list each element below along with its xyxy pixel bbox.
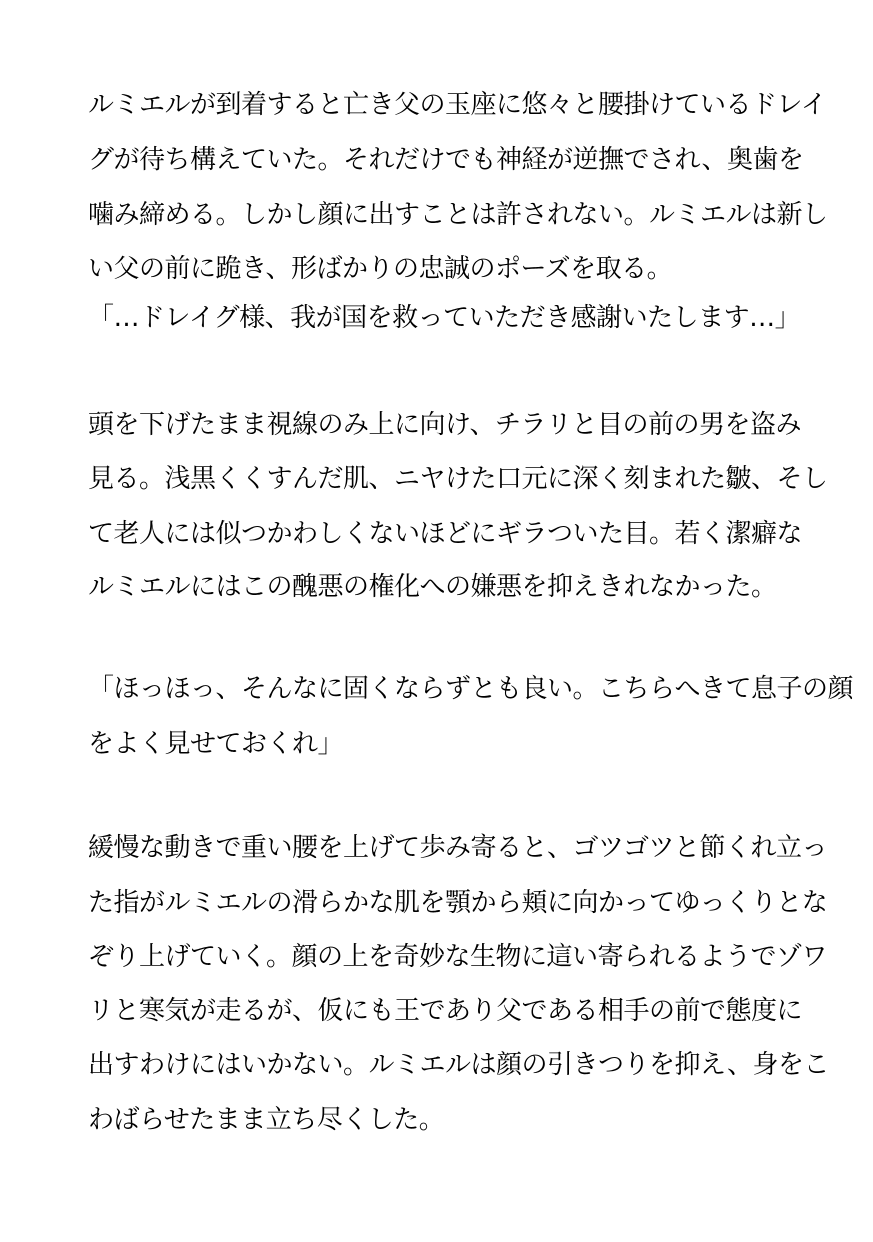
text-line: 見る。浅黒くくすんだ肌、ニヤけた口元に深く刻まれた皺、そし	[88, 464, 828, 494]
text-line: 頭を下げたまま視線のみ上に向け、チラリと目の前の男を盗み	[88, 410, 801, 440]
text-line: わばらせたまま立ち尽くした。	[88, 1105, 445, 1135]
text-line: 「ほっほっ、そんなに固くならずとも良い。こちらへきて息子の顔	[88, 674, 854, 704]
text-line: ルミエルが到着すると亡き父の玉座に悠々と腰掛けているドレイ	[88, 90, 827, 120]
text-line: をよく見せておくれ」	[88, 729, 344, 759]
text-line: 出すわけにはいかない。ルミエルは顔の引きつりを抑え、身をこ	[88, 1050, 830, 1080]
text-line: て老人には似つかわしくないほどにギラついた目。若く潔癖な	[88, 519, 803, 549]
text-line: リと寒気が走るが、仮にも王であり父である相手の前で態度に	[88, 996, 803, 1026]
text-line: ルミエルにはこの醜悪の権化への嫌悪を抑えきれなかった。	[88, 572, 777, 602]
text-line: た指がルミエルの滑らかな肌を顎から頬に向かってゆっくりとな	[88, 888, 828, 918]
text-line: 「…ドレイグ様、我が国を救っていただき感謝いたします…」	[88, 303, 801, 333]
text-line: 噛み締める。しかし顔に出すことは許されない。ルミエルは新し	[88, 200, 828, 230]
text-line: グが待ち構えていた。それだけでも神経が逆撫でされ、奥歯を	[88, 145, 804, 175]
text-line: い父の前に跪き、形ばかりの忠誠のポーズを取る。	[88, 254, 673, 284]
text-line: ぞり上げていく。顔の上を奇妙な生物に這い寄られるようでゾワ	[88, 942, 827, 972]
text-line: 緩慢な動きで重い腰を上げて歩み寄ると、ゴツゴツと節くれ立っ	[88, 833, 827, 863]
